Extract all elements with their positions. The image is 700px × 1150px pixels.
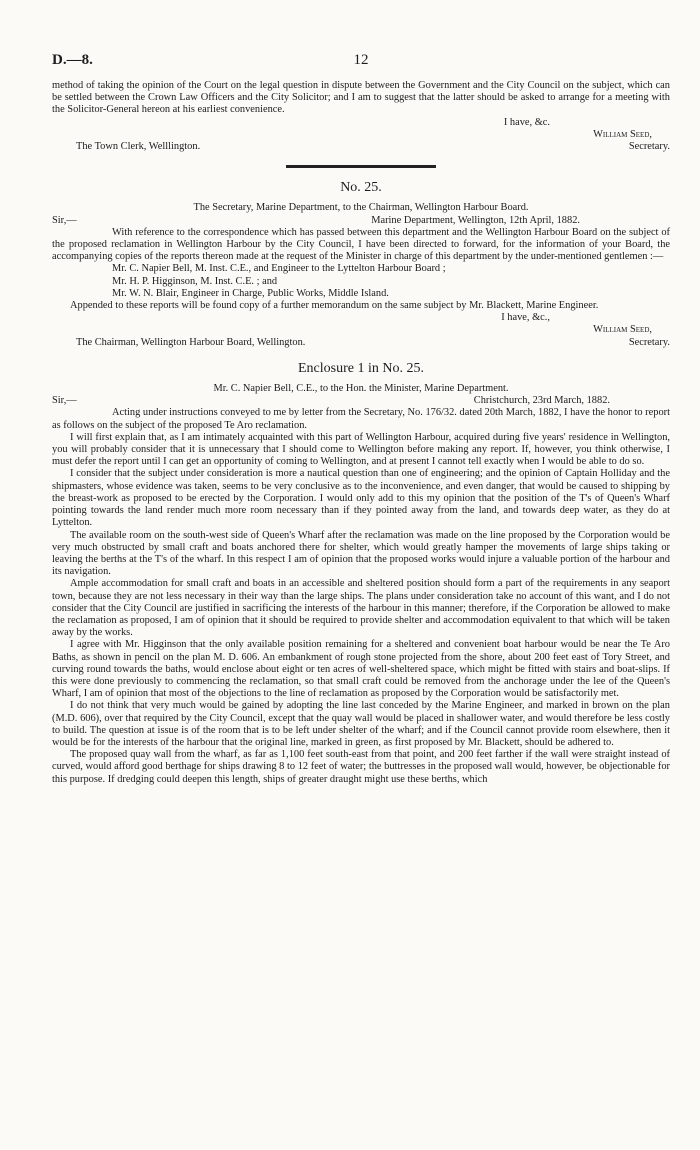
letter-end-signer-title: Secretary. (628, 141, 670, 153)
enclosure-paragraph: Ample accommodation for small craft and boats in an accessible and sheltered position should form a part of the requirements in any seaport town, because they are not less necessary in their way than the large ships. The plans under consideration take no account of this want, and I do not consider that the City Council are justified in sacrificing the interests of the harbour in this manner; therefore, if the Corporation be allowed to make the reclamation as proposed, I am of opinion that it should be required to provide shelter and accommodation equivalent to that which will be taken away by the works. (52, 578, 670, 639)
no25-addressee: The Chairman, Wellington Harbour Board, Wellington. (76, 336, 306, 348)
letter-end-text: method of taking the opinion of the Court on the legal question in dispute between the Government and the City Council on the subject, which can be settled between the Crown Law Officers and the City Solicitor; and I am to suggest that the latter should be asked to arrange for a meeting with the Solicitor-General hereon at his earliest convenience. (52, 80, 670, 116)
enclosure-salutation: Sir,— (52, 395, 77, 407)
page-header (52, 52, 670, 72)
letter-end-addressee: The Town Clerk, Welllington. (76, 141, 201, 153)
page-number: 12 (353, 52, 369, 68)
no25-from-line: The Secretary, Marine Department, to the Chairman, Wellington Harbour Board. (193, 202, 529, 214)
no25-footer (52, 337, 670, 349)
enclosure-paragraph: I do not think that very much would be gained by adopting the line last conceded by the Marine Engineer, and marked in brown on the plan (M.D. 606), over that required by the City Council, except that the quay wall would be placed in shallower water, and would therefore be less costly to build. The question at issue is of the room that is to be left under shelter of the wharf; and if the Council cannot provide room elsewhere, then it would be for the interests of the harbour that the original line, marked in green, as first proposed by Mr. Blackett, should be adhered to. (52, 700, 670, 748)
no25-salutation: Sir,— (52, 214, 77, 226)
document-reference: D.—8. (52, 52, 93, 68)
document-body (52, 80, 670, 786)
no25-salutation-row (52, 215, 670, 227)
enclosure-paragraph: Acting under instructions conveyed to me by letter from the Secretary, No. 176/32. dated 20th March, 1882, I have the honor to report as follows on the subject of the proposed Te Aro reclamation. (52, 407, 670, 431)
enclosure-paragraph: I consider that the subject under consideration is more a nautical question than one of engineering; and the opinion of Captain Holliday and the shipmasters, whose evidence was taken, seems to be very conclusive as to the inconvenience, and even danger, that would be caused to shipping by the breast-work as proposed to be erected by the Corporation. I would only add to this my opinion that the position of the T's of Queen's Wharf pointing towards the land render much more room necessary than if they pointed away from the land, and towards deep water, as they do at Lyttelton. (52, 468, 670, 529)
no25-heading: No. 25. (340, 180, 382, 196)
enclosure-paragraph: I agree with Mr. Higginson that the only available position remaining for a sheltered and convenient boat harbour would be near the Te Aro Baths, as shown in pencil on the plan M. D. 606. An embankment of rough stone projected from the shore, about 200 feet east of Tory Street, and curving round towards the baths, would enclose about eight or ten acres of well-sheltered space, which might be fitted with stairs and boat-slips. If this were done previously to commencing the reclamation, so that small craft could be removed from the anchorage under the lee of the Queen's Wharf, I am of opinion that most of the objections to the line of reclamation as proposed by the Corporation would be satisfactorily met. (52, 639, 670, 700)
enclosure-paragraph: I will first explain that, as I am intimately acquainted with this part of Wellington Harbour, acquired during five years' residence in Wellington, you will probably consider that it is unnecessary that I should come to Wellington before making any report. If, however, you think otherwise, I must defer the report until I can get an opportunity of coming to Wellington, and at present I cannot tell exactly when I would be able to do so. (52, 431, 670, 468)
no25-closing: I have, &c., (501, 312, 550, 324)
no25-para1: With reference to the correspondence which has passed between this department and the Wellington Harbour Board on the subject of the proposed reclamation in Wellington Harbour by the City Council, I have been directed to forward, for the information of your Board, the accompanying copies of the reports thereon made at the request of the Minister in charge of this department by the under-mentioned gentlemen :— (52, 226, 670, 263)
no25-list-item: Mr. H. P. Higginson, M. Inst. C.E. ; and (112, 275, 278, 287)
letter-end-signature: William Seed, (593, 128, 652, 140)
no25-para2: Appended to these reports will be found copy of a further memorandum on the same subject by Mr. Blackett, Marine Engineer. (70, 300, 599, 312)
letter-end-closing: I have, &c. (503, 116, 550, 128)
no25-list-item: Mr. C. Napier Bell, M. Inst. C.E., and Engineer to the Lyttelton Harbour Board ; (112, 263, 446, 275)
enclosure-heading: Enclosure 1 in No. 25. (298, 360, 424, 376)
enclosure-paragraph: The available room on the south-west side of Queen's Wharf after the reclamation was made on the line proposed by the Corporation would be very much obstructed by small craft and boats anchored there for shelter, which would greatly hamper the movements of large ships taking or leaving the berths at the T's of the wharf. In this respect I am of opinion that the proposed works would injure a valuable portion of the harbour and its navigation. (52, 529, 670, 578)
no25-signer-title: Secretary. (628, 336, 670, 348)
no25-signature: William Seed, (593, 324, 652, 336)
enclosure-salutation-row (52, 395, 670, 407)
enclosure-place-date: Christchurch, 23rd March, 1882. (473, 395, 610, 407)
no25-place-date: Marine Department, Wellington, 12th April, 1882. (371, 214, 580, 226)
section-divider (286, 165, 436, 168)
enclosure-from-line: Mr. C. Napier Bell, C.E., to the Hon. the Minister, Marine Department. (213, 383, 509, 395)
no25-list-item: Mr. W. N. Blair, Engineer in Charge, Public Works, Middle Island. (112, 287, 389, 299)
letter-end-footer (52, 141, 670, 153)
enclosure-paragraph: The proposed quay wall from the wharf, as far as 1,100 feet south-east from that point, and 200 feet farther if the wall were straight instead of curved, would afford good berthage for ships drawing 8 to 12 feet of water; the buttresses in the proposed wall would, however, be objectionable for this purpose. If dredging could deepen this length, ships of greater draught might use these berths, which (52, 749, 670, 785)
no25-list (52, 263, 670, 300)
